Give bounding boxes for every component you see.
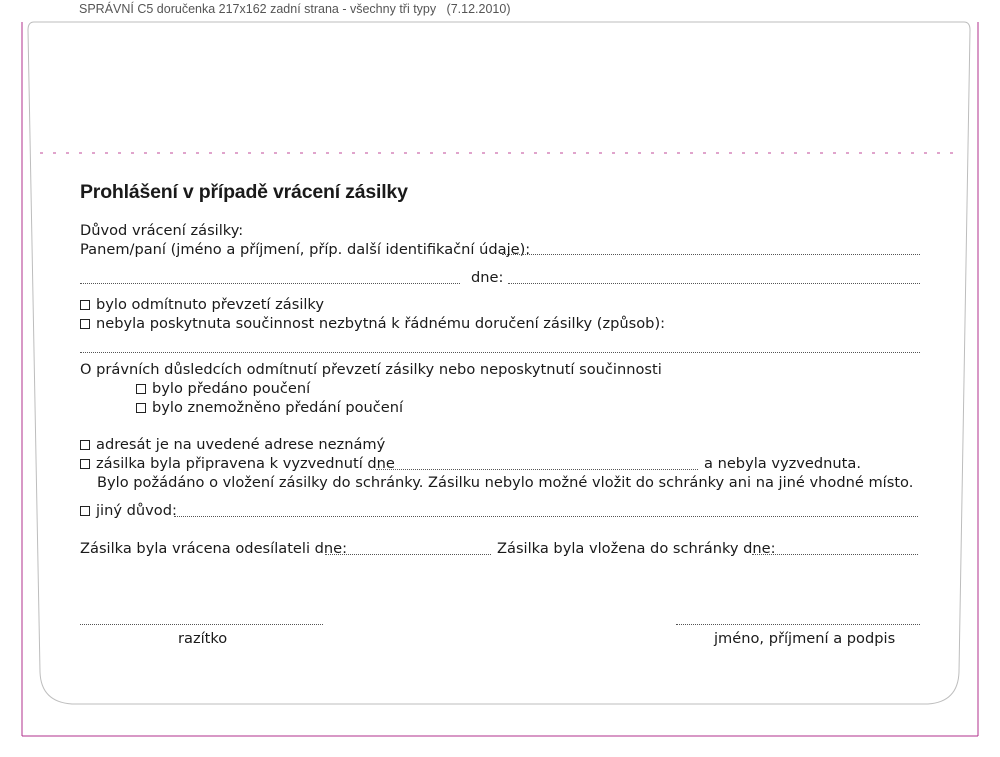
other-reason-field[interactable]	[174, 516, 918, 517]
stamp-field[interactable]	[80, 624, 323, 625]
print-spec-note: SPRÁVNÍ C5 doručenka 217x162 zadní strana - všechny tři typy (7.12.2010)	[79, 2, 511, 16]
form-title: Prohlášení v případě vrácení zásilky	[80, 181, 408, 203]
other-reason-option	[80, 502, 177, 520]
instruction-given-option	[136, 380, 310, 398]
person-label: Panem/paní (jméno a příjmení, příp. další identifikační údaje):	[80, 241, 531, 258]
refused-text: bylo odmítnuto převzetí zásilky	[96, 296, 324, 313]
person-field-continued[interactable]	[80, 283, 460, 284]
instruction-prevented-option	[136, 399, 403, 417]
put-in-mailbox-label: Zásilka byla vložena do schránky dne:	[497, 540, 776, 557]
prepared-for-pickup-text: zásilka byla připravena k vyzvednutí dne	[96, 455, 395, 472]
prepared-for-pickup-checkbox[interactable]	[80, 459, 90, 469]
no-cooperation-text: nebyla poskytnuta součinnost nezbytná k řádnému doručení zásilky (způsob):	[96, 315, 666, 332]
prepared-for-pickup-option	[80, 455, 395, 473]
refused-checkbox[interactable]	[80, 300, 90, 310]
no-cooperation-option	[80, 315, 665, 333]
returned-date-field[interactable]	[325, 554, 491, 555]
addressee-unknown-option	[80, 436, 385, 454]
person-field[interactable]	[502, 254, 920, 255]
instruction-prevented-checkbox[interactable]	[136, 403, 146, 413]
returned-to-sender-label: Zásilka byla vrácena odesílateli dne:	[80, 540, 348, 557]
reason-label: Důvod vrácení zásilky:	[80, 222, 244, 239]
instruction-given-checkbox[interactable]	[136, 384, 146, 394]
addressee-unknown-checkbox[interactable]	[80, 440, 90, 450]
signature-label: jméno, příjmení a podpis	[714, 630, 896, 647]
date-label: dne:	[471, 269, 504, 286]
pickup-date-field[interactable]	[376, 469, 698, 470]
other-reason-checkbox[interactable]	[80, 506, 90, 516]
mailbox-date-field[interactable]	[752, 554, 918, 555]
stamp-label: razítko	[178, 630, 228, 647]
mailbox-note: Bylo požádáno o vložení zásilky do schránky. Zásilku nebylo možné vložit do schránky ani na jiné vhodné místo.	[97, 474, 914, 491]
method-field[interactable]	[80, 352, 920, 353]
date-field[interactable]	[508, 283, 920, 284]
refused-option	[80, 296, 324, 314]
addressee-unknown-text: adresát je na uvedené adrese neznámý	[96, 436, 386, 453]
other-reason-text: jiný důvod:	[96, 502, 177, 519]
instruction-prevented-text: bylo znemožněno předání poučení	[152, 399, 404, 416]
consequences-label: O právních důsledcích odmítnutí převzetí zásilky nebo neposkytnutí součinnosti	[80, 361, 662, 378]
signature-field[interactable]	[676, 624, 920, 625]
instruction-given-text: bylo předáno poučení	[152, 380, 311, 397]
not-picked-up-text: a nebyla vyzvednuta.	[704, 455, 861, 472]
no-cooperation-checkbox[interactable]	[80, 319, 90, 329]
